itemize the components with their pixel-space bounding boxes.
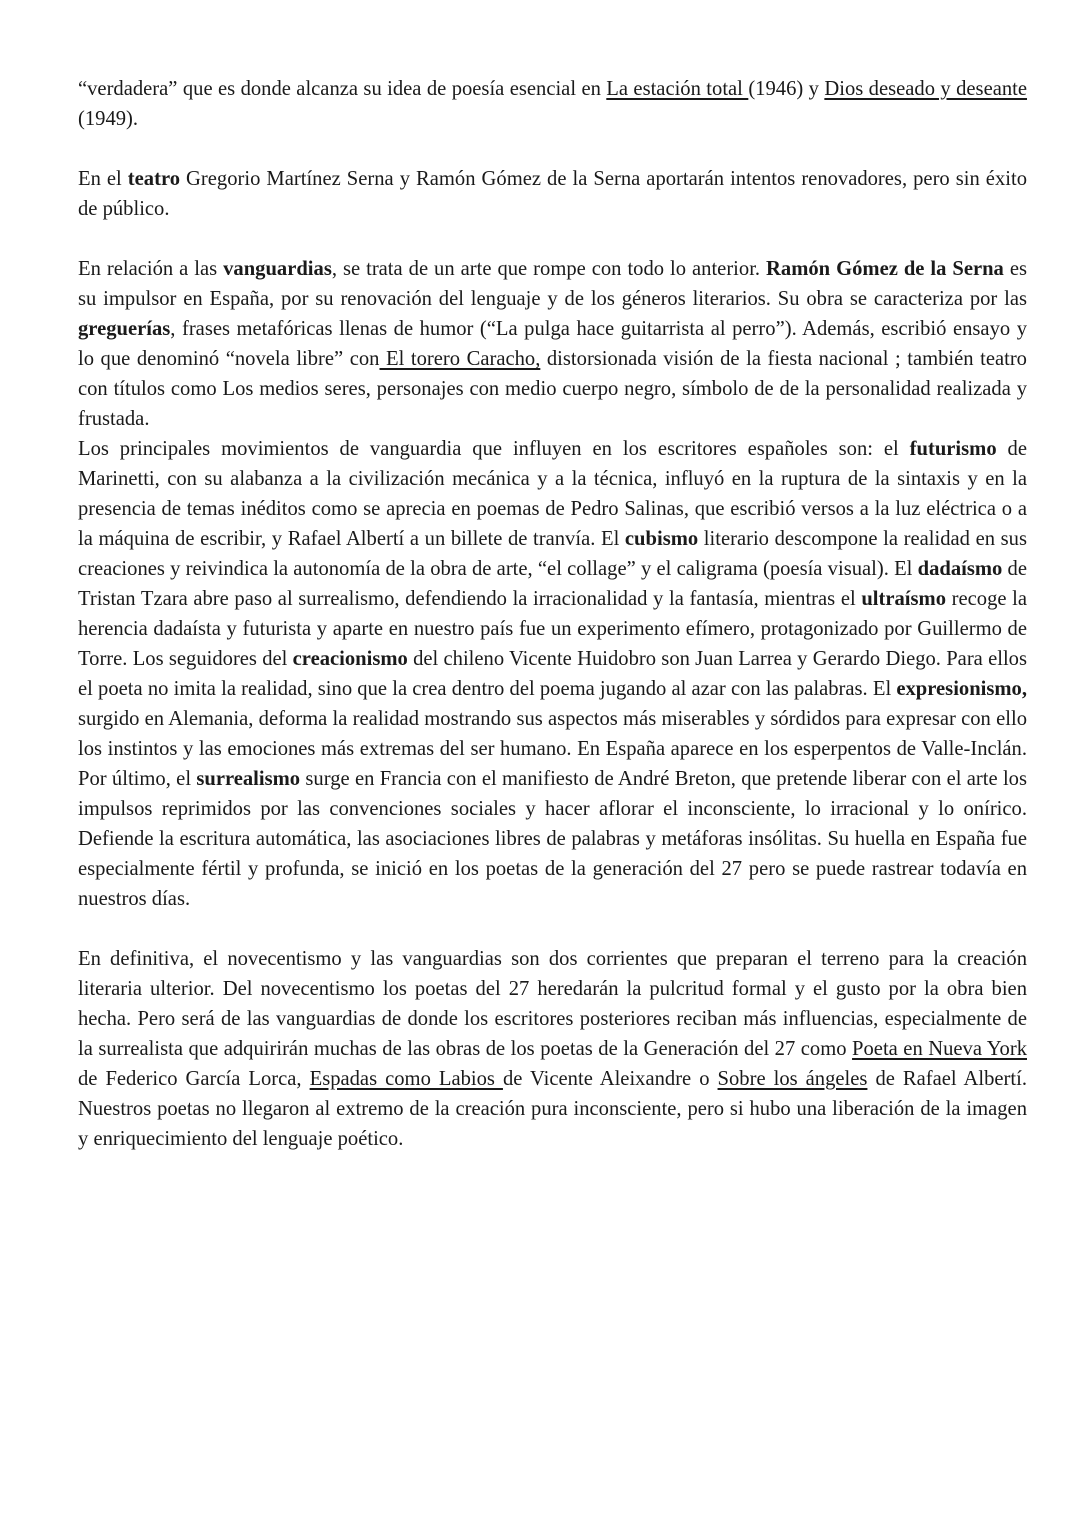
bold-term-greguerias: greguerías (78, 318, 171, 340)
text-run: es su impulsor en España, por su renovación del lenguaje y de los géneros literarios. Su obra se caracteriza por las (78, 258, 1027, 310)
bold-term-dadaismo: dadaísmo (917, 558, 1003, 580)
bold-term-cubismo: cubismo (624, 528, 699, 550)
text-run: En relación a las (78, 258, 224, 280)
paragraph-spacer (78, 914, 1027, 944)
text-run: (1946) y (748, 78, 825, 100)
book-title-el-torero-caracho: El torero Caracho, (379, 348, 541, 370)
text-run: Los principales movimientos de vanguardia que influyen en los escritores españoles son: el (78, 438, 910, 460)
paragraph-poesia-pura (78, 74, 1027, 134)
bold-term-ultraismo: ultraísmo (861, 588, 946, 610)
bold-term-vanguardias: vanguardias (223, 258, 332, 280)
document-page (78, 74, 1027, 1154)
paragraph-vanguardias (78, 254, 1027, 434)
paragraph-movimientos (78, 434, 1027, 914)
text-run: surge en Francia con el manifiesto de André Breton, que pretende liberar con el arte los impulsos reprimidos por las convenciones sociales y hacer aflorar el inconsciente, lo irracional y lo onírico. Defiende la escritura automática, las asociaciones libres de palabras y metáforas insólitas. Su huella en España fue especialmente fértil y profunda, se inició en los poetas de la generación del 27 pero se puede rastrear todavía en nuestros días. (78, 768, 1027, 910)
text-run: En el (78, 168, 128, 190)
paragraph-conclusion (78, 944, 1027, 1154)
book-title-sobre-los-angeles: Sobre los ángeles (717, 1068, 868, 1090)
book-title-espadas-como-labios: Espadas como Labios (309, 1068, 503, 1090)
text-run: de Federico García Lorca, (78, 1068, 310, 1090)
text-run: de Tristan Tzara abre paso al surrealismo, defendiendo la irracionalidad y la fantasía, mientras el (78, 558, 1027, 610)
text-run: , frases metafóricas llenas de humor (“La pulga hace guitarrista al perro”). Además, escribió ensayo y lo que denominó “novela libre” con (78, 318, 1027, 370)
text-run: surgido en Alemania, deforma la realidad mostrando sus aspectos más miserables y sórdidos para expresar con ello los instintos y las emociones más extremas del ser humano. En España aparece en los esperpentos de Valle-Inclán. Por último, el (78, 708, 1027, 790)
text-run: literario descompone la realidad en sus creaciones y reivindica la autonomía de la obra de arte, “el collage” y el caligrama (poesía visual). El (78, 528, 1027, 580)
text-run: , se trata de un arte que rompe con todo lo anterior. (331, 258, 767, 280)
bold-term-creacionismo: creacionismo (292, 648, 408, 670)
book-title-la-estacion-total: La estación total (606, 78, 749, 100)
paragraph-spacer (78, 134, 1027, 164)
text-run: recoge la herencia dadaísta y futurista y aparte en nuestro país fue un experimento efímero, protagonizado por Guillermo de Torre. Los seguidores del (78, 588, 1027, 670)
bold-term-expresionismo: expresionismo, (896, 678, 1027, 700)
text-run: de Marinetti, con su alabanza a la civilización mecánica y a la técnica, influyó en la ruptura de la sintaxis y en la presencia de temas inéditos como se aprecia en poemas de Pedro Salinas, que escribió versos a la luz eléctrica o a la máquina de escribir, y Rafael Albertí a un billete de tranvía. El (78, 438, 1027, 550)
book-title-poeta-en-nueva-york: Poeta en Nueva York (852, 1038, 1027, 1060)
text-run: (1949). (78, 108, 139, 130)
bold-term-teatro: teatro (127, 168, 181, 190)
bold-term-surrealismo: surrealismo (196, 768, 301, 790)
text-run: de Rafael Albertí. Nuestros poetas no llegaron al extremo de la creación pura inconsciente, pero si hubo una liberación de la imagen y enriquecimiento del lenguaje poético. (78, 1068, 1027, 1150)
text-run: “verdadera” que es donde alcanza su idea de poesía esencial en (78, 78, 607, 100)
text-run: de Vicente Aleixandre o (502, 1068, 718, 1090)
book-title-dios-deseado: Dios deseado y deseante (824, 78, 1028, 100)
paragraph-spacer (78, 224, 1027, 254)
paragraph-teatro (78, 164, 1027, 224)
text-run: En definitiva, el novecentismo y las vanguardias son dos corrientes que preparan el terreno para la creación literaria ulterior. Del novecentismo los poetas del 27 heredarán la pulcritud formal y el gusto por la obra bien hecha. Pero será de las vanguardias de donde los escritores posteriores reciban más influencias, especialmente de la surrealista que adquirirán muchas de las obras de los poetas de la Generación del 27 como (78, 948, 1027, 1060)
text-run: del chileno Vicente Huidobro son Juan Larrea y Gerardo Diego. Para ellos el poeta no imita la realidad, sino que la crea dentro del poema jugando al azar con las palabras. El (78, 648, 1027, 700)
bold-term-futurismo: futurismo (909, 438, 997, 460)
text-run: distorsionada visión de la fiesta nacional ; también teatro con títulos como Los medios seres, personajes con medio cuerpo negro, símbolo de de la personalidad realizada y frustada. (78, 348, 1027, 430)
bold-term-ramon-gomez: Ramón Gómez de la Serna (766, 258, 1004, 280)
text-run: Gregorio Martínez Serna y Ramón Gómez de la Serna aportarán intentos renovadores, pero sin éxito de público. (78, 168, 1027, 220)
